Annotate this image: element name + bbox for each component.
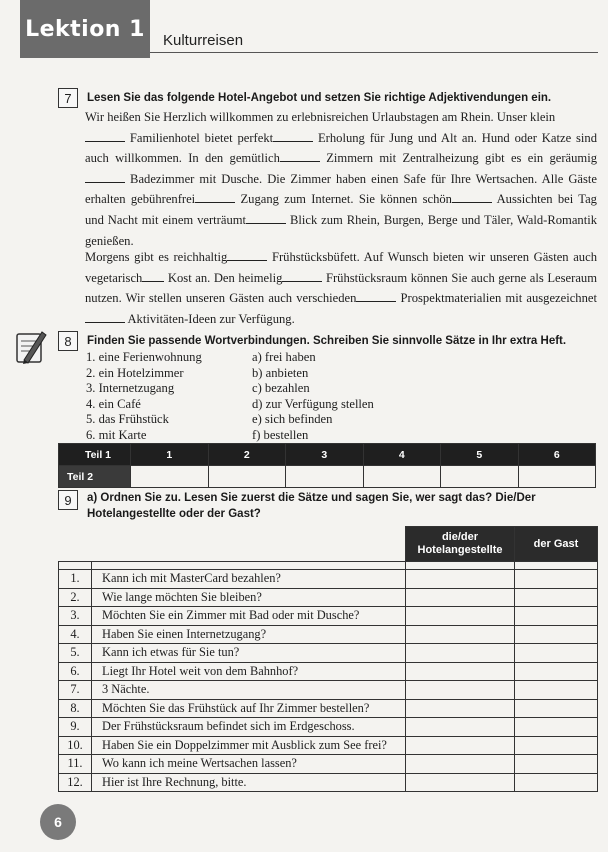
list-item: 4. ein Café — [86, 396, 141, 411]
blank[interactable] — [142, 270, 164, 282]
blank[interactable] — [356, 290, 396, 302]
column-header-guest: der Gast — [515, 527, 598, 562]
list-item: a) frei haben — [252, 350, 316, 364]
blank[interactable] — [280, 150, 320, 162]
list-item: f) bestellen — [252, 427, 309, 442]
answer-cell[interactable] — [406, 773, 515, 792]
answer-cell[interactable] — [406, 644, 515, 663]
word-list-right — [252, 350, 374, 444]
exercise-7-task: Lesen Sie das folgende Hotel-Angebot und setzen Sie richtige Adjektivendungen ein. — [87, 92, 552, 104]
hotel-offer-paragraph-2: Morgens gibt es reichhaltig Frühstücksbüfett. Auf Wunsch bieten wir unseren Gästen auch vegetarisch Kost an. Den heimelig Frühstücksraum können Sie auch gerne als Leseraum nutzen. Wir stellen unseren Gästen auch verschieden Prospektmaterialien mit ausgezeichnet Aktivitäten-Ideen zur Verfügung. — [85, 250, 597, 326]
answer-cell[interactable] — [406, 736, 515, 755]
answer-cell[interactable] — [406, 588, 515, 607]
column-header: 6 — [518, 444, 596, 466]
exercise-8-task: Finden Sie passende Wortverbindungen. Schreiben Sie sinnvolle Sätze in Ihr extra Heft. — [87, 335, 567, 347]
column-header-hotel-staff: die/der Hotelangestellte — [406, 527, 515, 562]
table-row: 12. Hier ist Ihre Rechnung, bitte. — [59, 773, 598, 792]
answer-cell[interactable] — [515, 755, 598, 774]
lesson-tab: Lektion 1 — [20, 0, 150, 58]
answer-cell[interactable] — [515, 773, 598, 792]
table-row: 11. Wo kann ich meine Wertsachen lassen? — [59, 755, 598, 774]
answer-cell[interactable] — [406, 625, 515, 644]
column-header: 2 — [208, 444, 286, 466]
table-row: 7. 3 Nächte. — [59, 681, 598, 700]
answer-cell[interactable] — [406, 718, 515, 737]
answer-cell[interactable] — [515, 718, 598, 737]
column-header: 1 — [131, 444, 209, 466]
answer-cell[interactable] — [441, 466, 519, 488]
page-number: 6 — [40, 804, 76, 840]
column-header: 5 — [441, 444, 519, 466]
answer-cell[interactable] — [406, 681, 515, 700]
word-list-left — [86, 350, 202, 444]
table-row: 6. Liegt Ihr Hotel weit von dem Bahnhof? — [59, 662, 598, 681]
answer-cell[interactable] — [363, 466, 441, 488]
table-row: 9. Der Frühstücksraum befindet sich im Erdgeschoss. — [59, 718, 598, 737]
answer-cell[interactable] — [515, 662, 598, 681]
answer-cell[interactable] — [515, 588, 598, 607]
list-item: 1. eine Ferienwohnung — [86, 350, 202, 364]
speaker-table — [58, 526, 598, 792]
list-item: d) zur Verfügung stellen — [252, 396, 374, 411]
answer-cell[interactable] — [515, 736, 598, 755]
answer-cell[interactable] — [518, 466, 596, 488]
answer-cell[interactable] — [131, 466, 209, 488]
exercise-8-number: 8 — [58, 331, 78, 351]
blank[interactable] — [246, 212, 286, 224]
answer-cell[interactable] — [515, 570, 598, 589]
blank[interactable] — [452, 191, 492, 203]
answer-cell[interactable] — [406, 570, 515, 589]
list-item: 2. ein Hotelzimmer — [86, 365, 184, 380]
table-row: 2. Wie lange möchten Sie bleiben? — [59, 588, 598, 607]
header-divider — [150, 52, 598, 53]
answer-cell[interactable] — [406, 607, 515, 626]
answer-cell[interactable] — [515, 644, 598, 663]
matching-table — [58, 443, 596, 488]
page-title: Kulturreisen — [163, 32, 244, 49]
blank[interactable] — [273, 130, 313, 142]
table-row: 3. Möchten Sie ein Zimmer mit Bad oder mit Dusche? — [59, 607, 598, 626]
table-row: 5. Kann ich etwas für Sie tun? — [59, 644, 598, 663]
answer-cell[interactable] — [515, 699, 598, 718]
column-header: 4 — [363, 444, 441, 466]
answer-cell[interactable] — [406, 662, 515, 681]
table-row: 4. Haben Sie einen Internetzugang? — [59, 625, 598, 644]
answer-cell[interactable] — [286, 466, 364, 488]
answer-cell[interactable] — [208, 466, 286, 488]
list-item: 6. mit Karte — [86, 427, 147, 442]
answer-cell[interactable] — [515, 607, 598, 626]
list-item: e) sich befinden — [252, 412, 333, 427]
answer-cell[interactable] — [406, 699, 515, 718]
exercise-9-task: a) Ordnen Sie zu. Lesen Sie zuerst die Sätze und sagen Sie, wer sagt das? Die/Der Hotelangestellte oder der Gast? — [87, 492, 536, 520]
blank[interactable] — [195, 191, 235, 203]
exercise-9-number: 9 — [58, 490, 78, 510]
list-item: c) bezahlen — [252, 381, 310, 396]
blank[interactable] — [85, 171, 125, 183]
answer-cell[interactable] — [515, 681, 598, 700]
answer-cell[interactable] — [515, 625, 598, 644]
list-item: 5. das Frühstück — [86, 412, 169, 427]
list-item: 3. Internetzugang — [86, 381, 175, 396]
exercise-7-number: 7 — [58, 88, 78, 108]
answer-cell[interactable] — [406, 755, 515, 774]
row-label: Teil 2 — [59, 466, 131, 488]
writing-pencil-icon — [14, 326, 48, 366]
hotel-offer-paragraph-1: Wir heißen Sie Herzlich willkommen zu erlebnisreichen Urlaubstagen am Rhein. Unser klein Familienhotel bietet perfekt Erholung für Jung und Alt an. Hund oder Katze sind auch willkommen. In den gemütlich Zimmern mit Zentralheizung gibt es ein geräumig Badezimmer mit Dusche. Die Zimmer haben einen Safe für Ihre Wertsachen. Alle Gäste erhalten gebührenfrei Zugang zum Internet. Sie können schön Aussichten bei Tag und Nacht mit einem verträumt Blick zum Rhein, Burgen, Berge und Täler, Wald-Romantik genießen. — [85, 110, 598, 248]
blank[interactable] — [85, 130, 125, 142]
row-label: Teil 1 — [59, 444, 131, 466]
column-header: 3 — [286, 444, 364, 466]
table-row: 8. Möchten Sie das Frühstück auf Ihr Zimmer bestellen? — [59, 699, 598, 718]
blank[interactable] — [282, 270, 322, 282]
table-row: 1. Kann ich mit MasterCard bezahlen? — [59, 570, 598, 589]
blank[interactable] — [227, 249, 267, 261]
blank[interactable] — [85, 311, 125, 323]
list-item: b) anbieten — [252, 365, 309, 380]
table-row: 10. Haben Sie ein Doppelzimmer mit Ausblick zum See frei? — [59, 736, 598, 755]
